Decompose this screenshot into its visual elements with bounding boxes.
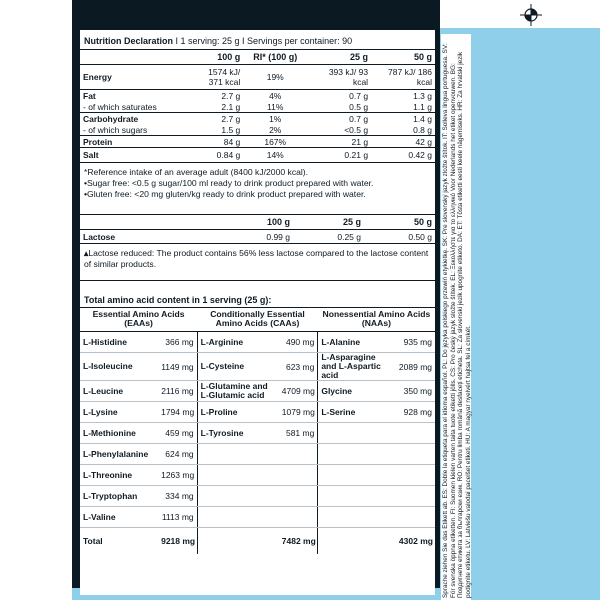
naa-value [396,465,435,486]
naa-name [318,507,396,528]
amino-acid-row [80,353,435,381]
lactose-value-25g: 0.25 g [293,230,364,244]
value-100g: 2.7 g [179,113,243,125]
gluten-free-note: •Gluten free: <20 mg gluten/kg ready to drink product prepared with water. [84,189,366,199]
nutrition-row-carbohydrate [80,113,435,125]
caa-name [197,444,279,465]
caa-name: L-Proline [197,402,279,423]
amino-acid-row [80,507,435,528]
naa-value: 928 mg [396,402,435,423]
naa-name [318,465,396,486]
value-50g: 42 g [371,136,435,148]
caa-value: 490 mg [279,332,318,353]
value-25g: 0.5 g [349,101,369,112]
eaa-value: 1149 mg [158,353,197,381]
nutrient-name: - of which sugars [83,124,148,135]
naa-value [396,423,435,444]
total-caa-spacer [197,528,279,555]
nutrition-column-headers [80,50,435,65]
nutrient-name: Salt [80,148,179,163]
amino-acid-row [80,444,435,465]
value-50g: 0.8 g [413,124,432,135]
lactose-value-100g: 0.99 g [222,230,293,244]
nutrition-row-saturates [80,101,435,113]
value-ri: 11% [267,101,284,112]
eaa-value: 459 mg [158,423,197,444]
eaa-name: L-Tryptophan [80,486,158,507]
value-50g: 1.4 g [371,113,435,125]
value-ri: 1% [243,113,307,125]
ri-note: *Reference intake of an average adult (8400 kJ/2000 kcal). [84,167,309,177]
value-100g: 1.5 g [221,124,241,135]
value-50g: 0.42 g [371,148,435,163]
nutrition-col-ri: RI* (100 g) [243,50,307,65]
nutrient-name: Energy [83,72,112,82]
caa-value [279,507,318,528]
sugar-free-note: •Sugar free: <0.5 g sugar/100 ml ready to drink product prepared with water. [84,178,374,188]
naa-name: L-Serine [318,402,396,423]
amino-acid-row [80,423,435,444]
eaa-name: L-Threonine [80,465,158,486]
crosshair-target-icon [520,4,542,26]
eaa-name: L-Valine [80,507,158,528]
serving-info: I 1 serving: 25 g I Servings per container: 90 [173,36,353,46]
lactose-column-headers [80,215,435,230]
value-50g: 1.1 g [413,101,432,112]
amino-acid-rows [80,332,435,528]
eaa-header: Essential Amino Acids (EAAs) [80,308,197,332]
caa-value [279,465,318,486]
eaa-value: 334 mg [158,486,197,507]
nutrition-row-fat [80,90,435,102]
eaa-name: L-Histidine [80,332,158,353]
nutrition-notes [80,163,435,200]
caa-name [197,507,279,528]
amino-acid-row [80,381,435,402]
value-100g: 0.84 g [179,148,243,163]
value-50g: 1.3 g [371,90,435,102]
value-25g: 393 kJ/ 93 kcal [328,67,369,87]
eaa-name: L-Isoleucine [80,353,158,381]
nutrition-row-protein [80,136,435,148]
amino-acid-headers [80,308,435,332]
nutrient-name: Protein [80,136,179,148]
eaa-name: L-Leucine [80,381,158,402]
lactose-table [80,214,435,244]
caa-header: Conditionally Essential Amino Acids (CAAs) [197,308,318,332]
caa-value [279,444,318,465]
value-100g: 2.7 g [179,90,243,102]
nutrition-table [80,50,435,163]
eaa-value: 624 mg [158,444,197,465]
nutrition-row-salt [80,148,435,163]
nutrition-title: Nutrition Declaration [84,36,174,46]
nutrient-name: Carbohydrate [80,113,179,125]
total-naa: 4302 mg [396,528,435,555]
eaa-value: 2116 mg [158,381,197,402]
nutrition-col-25g: 25 g [307,50,371,65]
eaa-value: 1113 mg [158,507,197,528]
total-naa-spacer [318,528,396,555]
amino-acid-title: Total amino acid content in 1 serving (25 g): [80,280,435,307]
value-50g: 787 kJ/ 186 kcal [388,67,432,87]
caa-value: 4709 mg [279,381,318,402]
eaa-value: 1263 mg [158,465,197,486]
lactose-row [80,230,435,244]
nutrition-row-sugars [80,124,435,136]
nutrition-label [80,30,435,595]
amino-acid-row [80,465,435,486]
value-ri: 19% [266,72,284,82]
value-25g: 21 g [307,136,371,148]
total-eaa: 9218 mg [158,528,197,555]
eaa-name: L-Lysine [80,402,158,423]
lactose-col-blank [80,215,222,230]
total-caa: 7482 mg [279,528,318,555]
nutrition-declaration-header [80,30,435,50]
lactose-col-50g: 50 g [364,215,435,230]
value-25g: 0.7 g [307,113,371,125]
lactose-note: ▴Lactose reduced: The product contains 56% less lactose compared to the lactose content of similar products. [84,248,429,269]
naa-name: L-Asparagine and L-Aspartic acid [318,353,396,381]
naa-name: Glycine [318,381,396,402]
caa-value [279,486,318,507]
naa-value [396,507,435,528]
value-25g: 0.21 g [307,148,371,163]
eaa-name: L-Phenylalanine [80,444,158,465]
value-ri: 167% [243,136,307,148]
caa-name [197,465,279,486]
eaa-value: 1794 mg [158,402,197,423]
nutrition-col-100g: 100 g [179,50,243,65]
nutrient-name: - of which saturates [83,101,157,112]
value-25g: 0.7 g [307,90,371,102]
multilingual-instructions: Sprache ziehen Sie das Etikett ab. ES: Doble la etiqueta para el idioma español. PL: Do języka polskiego przewiń etykietkę. SK: Pre slovenský jazyk zložte štítok. IT: Solleva lingua portuguesa. SV: För svenska öppna etiketten. FI: Suomen kielen varten taita tuote etiketti jölls. CS: Pro český jazyk složte štítek. EL: Ξεκολλήστε για το ελληνικό Voor Nederlands het etiket openvouwen. BG: Повдигнете етикета за български език. RO: Pentru limba română desfaceți eticheta. SL: Za slovenski jezik upognite etiketo. DA: ET: Tõsta etiketti eesti keele nägemiseks. HR: Za hrvatski jezik podignite etiketu. LV: Latviešu valodai pacelšet etiketi. HU: A magyar nyelvért hajtsa fel a címkét. [442,43,472,598]
lactose-value-50g: 0.50 g [364,230,435,244]
total-label: Total [80,528,158,555]
multilingual-side-strip [441,34,471,600]
naa-value [396,444,435,465]
amino-acid-row [80,402,435,423]
eaa-name: L-Methionine [80,423,158,444]
value-100g: 84 g [179,136,243,148]
naa-name [318,486,396,507]
value-ri: 14% [243,148,307,163]
lactose-col-100g: 100 g [222,215,293,230]
naa-name [318,444,396,465]
naa-name: L-Alanine [318,332,396,353]
nutrient-name: Fat [80,90,179,102]
value-100g: 1574 kJ/ 371 kcal [208,67,241,87]
amino-acid-table [80,307,435,554]
value-25g: <0.5 g [344,124,369,135]
caa-name [197,486,279,507]
value-ri: 4% [243,90,307,102]
eaa-value: 366 mg [158,332,197,353]
naa-value: 2089 mg [396,353,435,381]
value-100g: 2.1 g [221,101,241,112]
lactose-col-25g: 25 g [293,215,364,230]
caa-name: L-Tyrosine [197,423,279,444]
naa-value [396,486,435,507]
caa-value: 1079 mg [279,402,318,423]
amino-acid-row [80,332,435,353]
caa-value: 581 mg [279,423,318,444]
nutrition-col-blank [80,50,179,65]
lactose-label: Lactose [80,230,222,244]
caa-name: L-Arginine [197,332,279,353]
amino-acid-row [80,486,435,507]
naa-name [318,423,396,444]
naa-value: 935 mg [396,332,435,353]
nutrition-col-50g: 50 g [371,50,435,65]
caa-name: L-Cysteine [197,353,279,381]
naa-header: Nonessential Amino Acids (NAAs) [318,308,435,332]
nutrition-row-energy [80,65,435,90]
amino-acid-total-row [80,528,435,555]
caa-value: 623 mg [279,353,318,381]
value-ri: 2% [269,124,282,135]
naa-value: 350 mg [396,381,435,402]
caa-name: L-Glutamine and L-Glutamic acid [197,381,279,402]
